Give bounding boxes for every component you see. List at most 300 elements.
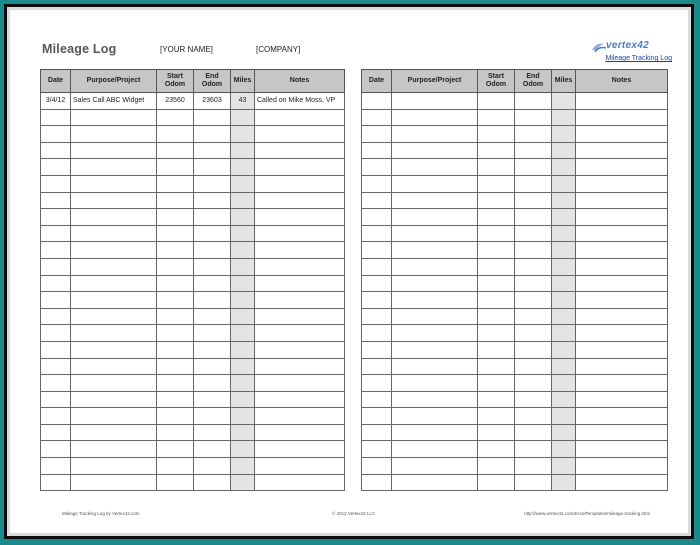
cell-notes[interactable] [576, 325, 668, 342]
cell-purpose[interactable] [71, 341, 157, 358]
cell-purpose[interactable] [71, 209, 157, 226]
cell-purpose[interactable] [392, 458, 478, 475]
cell-end[interactable] [194, 375, 231, 392]
cell-end[interactable] [515, 458, 552, 475]
cell-purpose[interactable] [392, 225, 478, 242]
cell-end[interactable] [194, 441, 231, 458]
cell-date[interactable] [362, 375, 392, 392]
cell-end[interactable] [515, 175, 552, 192]
cell-start[interactable] [157, 358, 194, 375]
cell-start[interactable] [478, 142, 515, 159]
cell-start[interactable] [478, 242, 515, 259]
cell-start[interactable] [478, 308, 515, 325]
cell-end[interactable] [515, 258, 552, 275]
cell-end[interactable] [515, 275, 552, 292]
cell-date[interactable] [362, 209, 392, 226]
cell-notes[interactable] [576, 159, 668, 176]
logo-link[interactable]: Mileage Tracking Log [605, 55, 672, 62]
cell-date[interactable] [41, 175, 71, 192]
cell-start[interactable] [157, 391, 194, 408]
cell-miles[interactable] [231, 325, 255, 342]
cell-date[interactable] [41, 242, 71, 259]
cell-purpose[interactable] [71, 175, 157, 192]
cell-notes[interactable] [576, 275, 668, 292]
cell-notes[interactable] [255, 209, 345, 226]
cell-end[interactable] [194, 175, 231, 192]
cell-miles[interactable] [231, 408, 255, 425]
cell-start[interactable] [478, 275, 515, 292]
cell-notes[interactable] [255, 308, 345, 325]
cell-end[interactable] [194, 325, 231, 342]
cell-end[interactable] [515, 109, 552, 126]
cell-notes[interactable] [255, 325, 345, 342]
cell-start[interactable] [157, 242, 194, 259]
cell-start[interactable] [478, 209, 515, 226]
cell-miles[interactable] [231, 192, 255, 209]
cell-purpose[interactable] [71, 275, 157, 292]
cell-notes[interactable] [576, 441, 668, 458]
cell-date[interactable] [41, 142, 71, 159]
cell-start[interactable] [478, 441, 515, 458]
cell-end[interactable] [515, 93, 552, 110]
cell-purpose[interactable] [392, 175, 478, 192]
cell-miles[interactable] [231, 458, 255, 475]
cell-end[interactable] [515, 424, 552, 441]
cell-end[interactable] [194, 424, 231, 441]
cell-purpose[interactable] [392, 341, 478, 358]
cell-end[interactable] [515, 225, 552, 242]
cell-notes[interactable] [255, 142, 345, 159]
cell-date[interactable] [362, 242, 392, 259]
cell-end[interactable] [515, 292, 552, 309]
cell-start[interactable] [478, 109, 515, 126]
cell-miles[interactable] [231, 474, 255, 491]
cell-miles[interactable] [231, 109, 255, 126]
cell-notes[interactable] [576, 225, 668, 242]
cell-end[interactable] [194, 159, 231, 176]
cell-date[interactable] [41, 209, 71, 226]
cell-end[interactable] [194, 458, 231, 475]
cell-notes[interactable] [255, 192, 345, 209]
cell-notes[interactable] [255, 275, 345, 292]
cell-purpose[interactable] [392, 408, 478, 425]
cell-notes[interactable] [576, 258, 668, 275]
cell-date[interactable] [41, 474, 71, 491]
table-row [362, 209, 668, 226]
cell-date[interactable] [362, 424, 392, 441]
cell-date[interactable] [362, 391, 392, 408]
cell-date[interactable] [362, 341, 392, 358]
cell-notes[interactable] [576, 126, 668, 143]
cell-date[interactable] [362, 258, 392, 275]
cell-start[interactable] [157, 258, 194, 275]
cell-start[interactable] [478, 341, 515, 358]
cell-date[interactable] [362, 225, 392, 242]
cell-purpose[interactable] [392, 325, 478, 342]
cell-date[interactable] [362, 458, 392, 475]
cell-notes[interactable] [576, 308, 668, 325]
cell-purpose[interactable] [71, 375, 157, 392]
cell-purpose[interactable] [71, 424, 157, 441]
cell-miles[interactable] [231, 242, 255, 259]
cell-purpose[interactable] [392, 258, 478, 275]
cell-date[interactable] [41, 424, 71, 441]
cell-date[interactable] [41, 341, 71, 358]
cell-end[interactable] [194, 292, 231, 309]
cell-notes[interactable] [576, 192, 668, 209]
cell-miles[interactable] [552, 308, 576, 325]
cell-purpose[interactable] [392, 192, 478, 209]
cell-notes[interactable] [255, 126, 345, 143]
cell-start[interactable] [157, 109, 194, 126]
cell-purpose[interactable] [392, 126, 478, 143]
cell-start[interactable] [157, 225, 194, 242]
cell-miles[interactable] [231, 375, 255, 392]
cell-purpose[interactable] [392, 375, 478, 392]
cell-date[interactable] [362, 474, 392, 491]
cell-miles[interactable] [552, 159, 576, 176]
cell-purpose[interactable] [71, 109, 157, 126]
cell-notes[interactable] [576, 358, 668, 375]
table-row [41, 93, 345, 110]
cell-end[interactable] [515, 441, 552, 458]
table-row [362, 308, 668, 325]
cell-notes[interactable] [255, 341, 345, 358]
cell-purpose[interactable] [392, 391, 478, 408]
table-row [362, 375, 668, 392]
cell-notes[interactable] [576, 458, 668, 475]
cell-start[interactable] [157, 325, 194, 342]
footer-copyright: © 2012 Vertex42 LLC [332, 511, 376, 516]
cell-start[interactable] [478, 375, 515, 392]
cell-miles[interactable] [231, 142, 255, 159]
cell-purpose[interactable] [392, 292, 478, 309]
cell-purpose[interactable] [71, 358, 157, 375]
cell-date[interactable] [362, 159, 392, 176]
cell-miles[interactable] [552, 325, 576, 342]
cell-notes[interactable] [255, 474, 345, 491]
cell-miles[interactable] [552, 242, 576, 259]
table-row [362, 159, 668, 176]
cell-purpose[interactable] [392, 358, 478, 375]
cell-start[interactable] [478, 408, 515, 425]
cell-start[interactable] [157, 375, 194, 392]
cell-start[interactable] [157, 192, 194, 209]
cell-miles[interactable] [231, 358, 255, 375]
cell-purpose[interactable] [71, 391, 157, 408]
cell-start[interactable] [478, 292, 515, 309]
cell-start[interactable] [478, 258, 515, 275]
cell-date[interactable] [362, 308, 392, 325]
cell-purpose[interactable] [392, 93, 478, 110]
cell-start[interactable] [478, 391, 515, 408]
cell-purpose[interactable] [71, 408, 157, 425]
cell-miles[interactable] [231, 341, 255, 358]
cell-miles[interactable] [231, 424, 255, 441]
cell-start[interactable] [157, 159, 194, 176]
cell-purpose[interactable]: Sales Call ABC Widget [71, 93, 157, 110]
cell-end[interactable] [194, 142, 231, 159]
cell-date[interactable] [362, 126, 392, 143]
cell-start[interactable]: 23560 [157, 93, 194, 110]
cell-date[interactable] [41, 441, 71, 458]
cell-purpose[interactable] [71, 159, 157, 176]
cell-miles[interactable] [552, 391, 576, 408]
cell-notes[interactable] [255, 258, 345, 275]
cell-miles[interactable] [552, 192, 576, 209]
cell-notes[interactable] [255, 408, 345, 425]
cell-purpose[interactable] [71, 225, 157, 242]
cell-purpose[interactable] [392, 209, 478, 226]
cell-miles[interactable] [552, 175, 576, 192]
cell-start[interactable] [478, 126, 515, 143]
cell-start[interactable] [157, 292, 194, 309]
cell-date[interactable] [41, 109, 71, 126]
cell-end[interactable] [194, 275, 231, 292]
cell-purpose[interactable] [392, 159, 478, 176]
cell-miles[interactable] [552, 126, 576, 143]
name-field[interactable]: [YOUR NAME] [160, 45, 213, 54]
cell-date[interactable] [41, 308, 71, 325]
cell-notes[interactable] [255, 358, 345, 375]
cell-start[interactable] [478, 358, 515, 375]
cell-miles[interactable] [552, 275, 576, 292]
cell-date[interactable] [362, 441, 392, 458]
cell-start[interactable] [478, 474, 515, 491]
cell-miles[interactable] [552, 142, 576, 159]
cell-miles[interactable] [552, 109, 576, 126]
footer-url[interactable]: http://www.vertex42.com/ExcelTemplates/mileage-tracking.html [524, 511, 650, 516]
cell-purpose[interactable] [71, 242, 157, 259]
cell-date[interactable] [41, 458, 71, 475]
cell-end[interactable] [194, 242, 231, 259]
cell-notes[interactable] [255, 424, 345, 441]
cell-end[interactable] [515, 408, 552, 425]
cell-notes[interactable] [576, 209, 668, 226]
cell-end[interactable] [515, 126, 552, 143]
cell-start[interactable] [157, 458, 194, 475]
cell-end[interactable] [515, 325, 552, 342]
cell-notes[interactable] [576, 93, 668, 110]
cell-notes[interactable]: Called on Mike Moss, VP [255, 93, 345, 110]
cell-date[interactable] [362, 93, 392, 110]
cell-miles[interactable] [552, 375, 576, 392]
cell-end[interactable] [515, 341, 552, 358]
cell-end[interactable] [515, 474, 552, 491]
cell-miles[interactable] [231, 441, 255, 458]
cell-date[interactable] [41, 258, 71, 275]
cell-notes[interactable] [255, 159, 345, 176]
cell-end[interactable] [194, 225, 231, 242]
cell-purpose[interactable] [392, 242, 478, 259]
cell-end[interactable] [515, 308, 552, 325]
cell-miles[interactable] [231, 292, 255, 309]
cell-purpose[interactable] [71, 192, 157, 209]
cell-miles[interactable] [552, 292, 576, 309]
cell-notes[interactable] [255, 375, 345, 392]
cell-date[interactable] [362, 175, 392, 192]
cell-miles[interactable] [552, 458, 576, 475]
cell-notes[interactable] [576, 408, 668, 425]
cell-start[interactable] [478, 159, 515, 176]
cell-end[interactable] [194, 341, 231, 358]
cell-start[interactable] [157, 408, 194, 425]
cell-start[interactable] [157, 142, 194, 159]
cell-date[interactable] [362, 275, 392, 292]
cell-notes[interactable] [576, 242, 668, 259]
cell-miles[interactable] [552, 341, 576, 358]
cell-end[interactable] [194, 408, 231, 425]
cell-notes[interactable] [255, 242, 345, 259]
cell-end[interactable] [515, 358, 552, 375]
cell-notes[interactable] [576, 292, 668, 309]
cell-notes[interactable] [576, 175, 668, 192]
cell-end[interactable] [194, 391, 231, 408]
cell-end[interactable] [515, 159, 552, 176]
cell-start[interactable] [157, 175, 194, 192]
cell-miles[interactable] [231, 391, 255, 408]
cell-miles[interactable] [552, 258, 576, 275]
cell-notes[interactable] [255, 225, 345, 242]
cell-end[interactable] [515, 192, 552, 209]
cell-notes[interactable] [576, 341, 668, 358]
cell-end[interactable] [194, 258, 231, 275]
cell-date[interactable] [362, 408, 392, 425]
cell-miles[interactable] [552, 441, 576, 458]
cell-end[interactable] [515, 142, 552, 159]
cell-notes[interactable] [576, 142, 668, 159]
cell-purpose[interactable] [71, 441, 157, 458]
cell-purpose[interactable] [392, 109, 478, 126]
cell-date[interactable] [41, 391, 71, 408]
cell-start[interactable] [478, 325, 515, 342]
cell-start[interactable] [478, 175, 515, 192]
cell-date[interactable] [362, 358, 392, 375]
company-field[interactable]: [COMPANY] [256, 45, 301, 54]
cell-purpose[interactable] [392, 424, 478, 441]
cell-miles[interactable] [552, 358, 576, 375]
cell-end[interactable]: 23603 [194, 93, 231, 110]
cell-miles[interactable] [231, 126, 255, 143]
cell-end[interactable] [515, 242, 552, 259]
cell-purpose[interactable] [71, 325, 157, 342]
cell-end[interactable] [194, 474, 231, 491]
cell-date[interactable] [41, 325, 71, 342]
cell-date[interactable] [362, 325, 392, 342]
cell-start[interactable] [478, 225, 515, 242]
cell-start[interactable] [478, 424, 515, 441]
cell-notes[interactable] [255, 292, 345, 309]
cell-date[interactable] [41, 408, 71, 425]
cell-purpose[interactable] [71, 308, 157, 325]
cell-end[interactable] [194, 109, 231, 126]
cell-start[interactable] [478, 93, 515, 110]
cell-date[interactable] [41, 192, 71, 209]
cell-notes[interactable] [576, 424, 668, 441]
cell-miles[interactable] [552, 225, 576, 242]
cell-miles[interactable] [552, 93, 576, 110]
cell-miles[interactable] [231, 225, 255, 242]
cell-miles[interactable] [552, 424, 576, 441]
cell-notes[interactable] [255, 441, 345, 458]
cell-miles[interactable] [231, 209, 255, 226]
cell-end[interactable] [194, 126, 231, 143]
cell-start[interactable] [157, 441, 194, 458]
cell-notes[interactable] [576, 474, 668, 491]
cell-notes[interactable] [255, 109, 345, 126]
cell-start[interactable] [157, 275, 194, 292]
cell-end[interactable] [194, 308, 231, 325]
cell-purpose[interactable] [71, 142, 157, 159]
cell-date[interactable] [41, 159, 71, 176]
cell-start[interactable] [157, 424, 194, 441]
cell-date[interactable] [362, 292, 392, 309]
cell-purpose[interactable] [71, 258, 157, 275]
cell-purpose[interactable] [392, 275, 478, 292]
cell-date[interactable] [41, 292, 71, 309]
cell-date[interactable] [362, 142, 392, 159]
cell-miles[interactable] [231, 159, 255, 176]
cell-start[interactable] [478, 192, 515, 209]
cell-start[interactable] [157, 209, 194, 226]
cell-end[interactable] [194, 209, 231, 226]
cell-purpose[interactable] [392, 474, 478, 491]
cell-end[interactable] [515, 375, 552, 392]
cell-start[interactable] [157, 308, 194, 325]
cell-end[interactable] [194, 358, 231, 375]
cell-miles[interactable] [552, 408, 576, 425]
cell-start[interactable] [157, 126, 194, 143]
cell-date[interactable] [362, 192, 392, 209]
cell-purpose[interactable] [392, 308, 478, 325]
cell-date[interactable] [41, 126, 71, 143]
cell-notes[interactable] [255, 175, 345, 192]
cell-end[interactable] [515, 209, 552, 226]
cell-end[interactable] [194, 192, 231, 209]
cell-end[interactable] [515, 391, 552, 408]
cell-notes[interactable] [255, 458, 345, 475]
cell-miles[interactable]: 43 [231, 93, 255, 110]
table-row [41, 258, 345, 275]
cell-notes[interactable] [255, 391, 345, 408]
cell-miles[interactable] [552, 209, 576, 226]
cell-start[interactable] [157, 474, 194, 491]
cell-miles[interactable] [231, 175, 255, 192]
cell-miles[interactable] [231, 275, 255, 292]
cell-purpose[interactable] [71, 458, 157, 475]
cell-purpose[interactable] [392, 441, 478, 458]
cell-notes[interactable] [576, 391, 668, 408]
cell-miles[interactable] [231, 258, 255, 275]
cell-purpose[interactable] [71, 126, 157, 143]
cell-purpose[interactable] [71, 292, 157, 309]
cell-start[interactable] [478, 458, 515, 475]
cell-date[interactable]: 3/4/12 [41, 93, 71, 110]
cell-notes[interactable] [576, 375, 668, 392]
cell-date[interactable] [41, 375, 71, 392]
table-header-row [41, 70, 345, 93]
cell-miles[interactable] [231, 308, 255, 325]
cell-notes[interactable] [576, 109, 668, 126]
cell-purpose[interactable] [392, 142, 478, 159]
cell-date[interactable] [41, 275, 71, 292]
cell-start[interactable] [157, 341, 194, 358]
cell-miles[interactable] [552, 474, 576, 491]
cell-date[interactable] [362, 109, 392, 126]
cell-date[interactable] [41, 358, 71, 375]
cell-purpose[interactable] [71, 474, 157, 491]
cell-date[interactable] [41, 225, 71, 242]
